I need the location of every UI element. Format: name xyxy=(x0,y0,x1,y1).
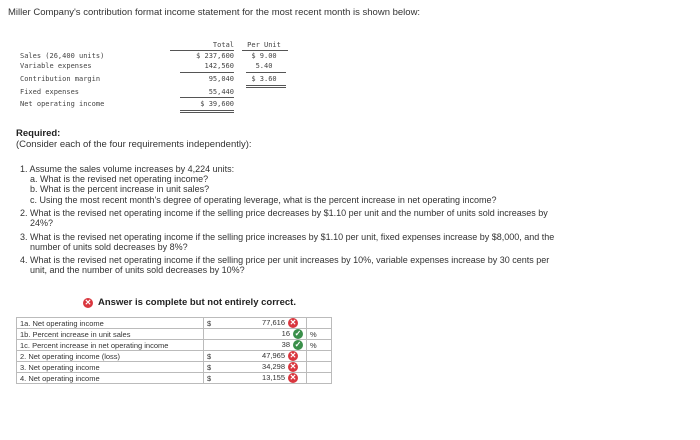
fixed-underline xyxy=(180,97,234,98)
unit-suffix: % xyxy=(307,340,332,351)
table-row xyxy=(17,373,332,384)
x-circle-icon: ✕ xyxy=(289,318,297,328)
check-circle-icon: ✓ xyxy=(294,329,302,339)
currency-symbol: $ xyxy=(204,373,251,384)
answer-status-text: Answer is complete but not entirely correct. xyxy=(98,297,296,308)
question-3: 3. What is the revised net operating income if the selling price increases by $1.10 per unit, fixed expenses increase by $8,000, and the xyxy=(20,232,555,242)
answer-table xyxy=(16,317,332,384)
answer-value: 77,616 xyxy=(262,318,285,327)
x-circle-icon: ✕ xyxy=(289,373,297,383)
noi-double-underline xyxy=(180,110,234,111)
question-1b: b. What is the percent increase in unit sales? xyxy=(30,184,210,194)
answer-label: 3. Net operating income xyxy=(17,362,204,373)
table-row xyxy=(17,362,332,373)
answer-value-field[interactable] xyxy=(250,351,307,362)
unit-suffix xyxy=(307,362,332,373)
unit-suffix xyxy=(307,373,332,384)
x-circle-icon: ✕ xyxy=(289,351,297,361)
question-1c: c. Using the most recent month's degree of operating leverage, what is the percent increase in net operating income? xyxy=(30,195,497,205)
answer-value-field[interactable] xyxy=(250,340,307,351)
answer-value: 34,298 xyxy=(262,362,285,372)
noi-double-underline-2 xyxy=(180,112,234,113)
stmt-total: $ 237,600 xyxy=(196,52,234,60)
question-1: 1. Assume the sales volume increases by 4,224 units: xyxy=(20,164,235,174)
x-circle-icon: ✕ xyxy=(289,362,297,372)
answer-value-field[interactable] xyxy=(250,373,307,384)
stmt-total: 55,440 xyxy=(208,88,234,96)
answer-value: 16 xyxy=(281,329,290,339)
currency-symbol xyxy=(204,329,251,340)
currency-symbol: $ xyxy=(204,362,251,373)
unit-suffix xyxy=(307,318,332,329)
unit-double-underline xyxy=(246,85,286,86)
answer-value-field[interactable] xyxy=(250,329,307,340)
header-per-unit: Per Unit xyxy=(247,41,281,49)
required-heading: Required: xyxy=(16,128,61,139)
currency-symbol: $ xyxy=(204,318,251,329)
currency-symbol: $ xyxy=(204,351,251,362)
unit-suffix: % xyxy=(307,329,332,340)
intro-text: Miller Company's contribution format income statement for the most recent month is shown below: xyxy=(8,7,421,18)
question-2-cont: 24%? xyxy=(30,218,54,228)
stmt-label: Net operating income xyxy=(20,100,105,108)
answer-status-heading xyxy=(83,297,296,308)
answer-label: 2. Net operating income (loss) xyxy=(17,351,204,362)
stmt-label: Variable expenses xyxy=(20,62,92,70)
question-4-cont: unit, and the number of units sold decreases by 10%? xyxy=(30,265,245,275)
subtotal-underline xyxy=(180,72,234,73)
question-3-cont: number of units sold decreases by 8%? xyxy=(30,242,188,252)
answer-label: 4. Net operating income xyxy=(17,373,204,384)
answer-value-field[interactable] xyxy=(250,318,307,329)
unit-suffix xyxy=(307,351,332,362)
answer-label: 1a. Net operating income xyxy=(17,318,204,329)
currency-symbol xyxy=(204,340,251,351)
check-circle-icon: ✓ xyxy=(294,340,302,350)
subtotal-underline-unit xyxy=(246,72,286,73)
header-underline-total xyxy=(170,50,234,51)
answer-label: 1c. Percent increase in net operating income xyxy=(17,340,204,351)
stmt-unit: 5.40 xyxy=(255,62,273,70)
answer-label: 1b. Percent increase in unit sales xyxy=(17,329,204,340)
header-underline-unit xyxy=(242,50,288,51)
stmt-total: 95,040 xyxy=(208,75,234,83)
table-row xyxy=(17,340,332,351)
stmt-label: Sales (26,400 units) xyxy=(20,52,105,60)
question-1a: a. What is the revised net operating income? xyxy=(30,174,209,184)
required-subheading: (Consider each of the four requirements independently): xyxy=(16,139,252,150)
stmt-label: Contribution margin xyxy=(20,75,101,83)
stmt-unit: $ 9.00 xyxy=(251,52,277,60)
table-row xyxy=(17,351,332,362)
stmt-unit: $ 3.60 xyxy=(251,75,277,83)
answer-value: 13,155 xyxy=(262,373,285,383)
answer-value: 38 xyxy=(281,340,290,350)
table-row xyxy=(17,318,332,329)
answer-value: 47,965 xyxy=(262,351,285,361)
stmt-total: $ 39,600 xyxy=(200,100,234,108)
header-total: Total xyxy=(212,41,234,49)
question-4: 4. What is the revised net operating income if the selling price per unit increases by 10%, variable expenses increase by 30 cents per xyxy=(20,255,550,265)
x-circle-icon: ✕ xyxy=(84,297,92,307)
answer-value-field[interactable] xyxy=(250,362,307,373)
unit-double-underline-2 xyxy=(246,87,286,88)
stmt-total: 142,560 xyxy=(204,62,234,70)
stmt-label: Fixed expenses xyxy=(20,88,80,96)
table-row xyxy=(17,329,332,340)
question-2: 2. What is the revised net operating income if the selling price decreases by $1.10 per unit and the number of units sold increases by xyxy=(20,208,548,218)
